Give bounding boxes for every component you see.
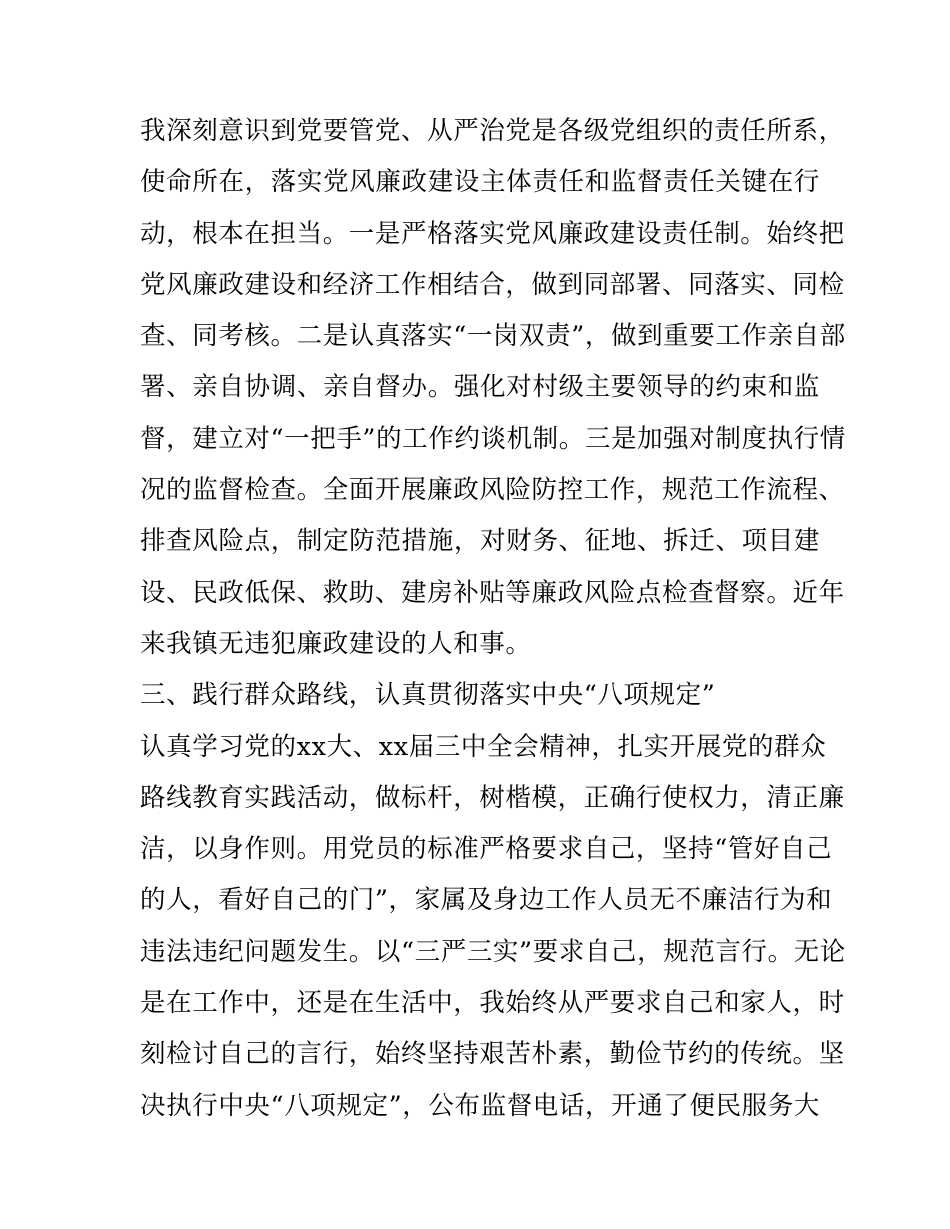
text-line: 来我镇无违犯廉政建设的人和事。 xyxy=(140,628,532,659)
text-line: 我深刻意识到党要管党、从严治党是各级党组织的责任所系， xyxy=(140,116,845,146)
text-line: 决执行中央“八项规定”，公布监督电话，开通了便民服务大 xyxy=(140,1090,820,1121)
text-line: 使命所在，落实党风廉政建设主体责任和监督责任关键在行 xyxy=(140,167,820,198)
text-line: 督，建立对“一把手”的工作约谈机制。三是加强对制度执行情 xyxy=(140,423,846,454)
text-line: 认真学习党的xx大、xx届三中全会精神，扎实开展党的群众 xyxy=(140,731,827,762)
section-heading: 三、践行群众路线，认真贯彻落实中央“八项规定” xyxy=(140,680,716,711)
text-line: 排查风险点，制定防范措施，对财务、征地、拆迁、项目建 xyxy=(140,526,820,557)
text-line: 设、民政低保、救助、建房补贴等廉政风险点检查督察。近年 xyxy=(140,577,845,608)
text-line: 刻检讨自己的言行，始终坚持艰苦朴素，勤俭节约的传统。坚 xyxy=(140,1039,845,1070)
text-line: 党风廉政建设和经济工作相结合，做到同部署、同落实、同检 xyxy=(140,269,845,300)
text-line: 况的监督检查。全面开展廉政风险防控工作，规范工作流程、 xyxy=(140,475,845,506)
text-line: 路线教育实践活动，做标杆，树楷模，正确行使权力，清正廉 xyxy=(140,782,845,813)
text-line: 是在工作中，还是在生活中，我始终从严要求自己和家人，时 xyxy=(140,988,845,1019)
text-line: 查、同考核。二是认真落实“一岗双责”，做到重要工作亲自部 xyxy=(140,321,846,352)
text-line: 署、亲自协调、亲自督办。强化对村级主要领导的约束和监 xyxy=(140,372,820,403)
text-line: 的人，看好自己的门”，家属及身边工作人员无不廉洁行为和 xyxy=(140,885,833,916)
text-line: 动，根本在担当。一是严格落实党风廉政建设责任制。始终把 xyxy=(140,218,845,249)
text-line: 洁，以身作则。用党员的标准严格要求自己，坚持“管好自己 xyxy=(140,834,833,865)
text-line: 违法违纪问题发生。以“三严三实”要求自己，规范言行。无论 xyxy=(140,936,846,967)
body-text xyxy=(140,106,846,1132)
